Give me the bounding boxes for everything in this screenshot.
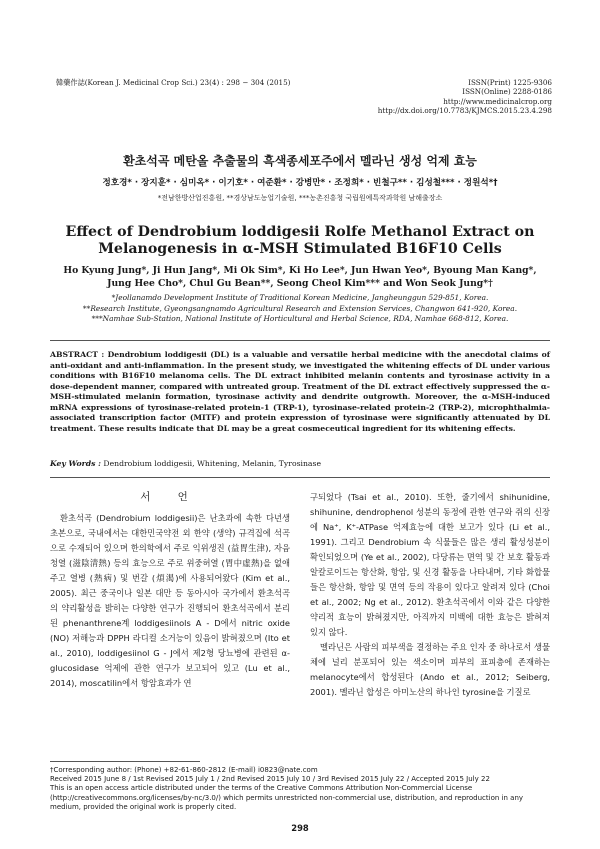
keywords-text: Dendrobium loddigesii, Whitening, Melanin, Tyrosinase (103, 459, 322, 468)
footnotes (50, 766, 550, 812)
page-number: 298 (291, 823, 309, 833)
english-authors-line2: Jung Hee Cho*, Chul Gu Bean**, Seong Cheol Kim*** and Won Seok Jung*† (107, 277, 493, 289)
abstract-bottom-rule (50, 477, 550, 478)
affiliation-3: ***Namhae Sub-Station, National Institute of Horticultural and Herbal Science, RDA, Namhae 668-812, Korea. (91, 314, 509, 323)
affiliation-1: *Jeollanamdo Development Institute of Traditional Korean Medicine, Jangheunggun 529-851, Korea. (111, 293, 489, 302)
keywords (50, 459, 550, 469)
english-authors-line1: Ho Kyung Jung*, Ji Hun Jang*, Mi Ok Sim*, Ki Ho Lee*, Jun Hwan Yeo*, Byoung Man Kang*, (63, 265, 537, 276)
footnote-rule (50, 761, 200, 762)
corresponding-author: †Corresponding author: (Phone) +82-61-860-2812 (E-mail) i0823@nate.com (50, 766, 318, 774)
received-dates: Received 2015 June 8 / 1st Revised 2015 July 1 / 2nd Revised 2015 July 10 / 3rd Revised 2015 July 22 / Accepted 2015 July 22 (50, 775, 490, 784)
korean-title: 환초석곡 메탄올 추출물의 흑색종세포주에서 멜라닌 생성 억제 효능 (123, 154, 477, 168)
abstract-top-rule (50, 340, 550, 341)
abstract-text: Dendrobium loddigesii (DL) is a valuable and versatile herbal medicine with the anecdotal claims of anti-oxidant and anti-inflammation. In the present study, we investigated the whitening effects of DL under various conditions with B16F10 melanoma cells. The DL extract inhibited melanin contents and tyrosinase activity in a dose-dependent manner, compared with untreated group. Treatment of the DL extract effectively suppressed the α-MSH-stimulated melanin formation, tyrosinase activity and dendrite outgrowth. Moreover, the α-MSH-induced mRNA expressions of tyrosinase-related protein-1 (TRP-1), tyrosinase-related protein-2 (TRP-2), microphthalmia-associated transcription factor (MITF) and protein expression of tyrosinase were significantly attenuated by DL treatment. These results indicate that DL may be a great cosmeceutical ingredient for its whitening effects. (50, 350, 551, 433)
issn-print: ISSN(Print) 1225-9306 (468, 78, 552, 87)
issn-online: ISSN(Online) 2288-0186 (462, 87, 552, 97)
journal-url[interactable]: http://www.medicinalcrop.org (443, 96, 552, 106)
body-right-column (310, 490, 550, 700)
issn-block (378, 78, 552, 116)
section-title-introduction: 서 언 (140, 491, 200, 503)
english-title-line1: Effect of Dendrobium loddigesii Rolfe Methanol Extract on (65, 224, 535, 240)
abstract (50, 350, 550, 434)
body-paragraph: 구되었다 (Tsai et al., 2010). 또한, 줄기에서 shihunidine, shihunine, dendrophenol 성분의 동정에 관한 연구와 쥐의 신장에 Na⁺, K⁺-ATPase 억제효능에 대한 보고가 있다 (Li et al., 1991). 그리고 Dendrobium 속 식물들은 많은 생리 활성성분이 확인되었으며 (Ye et al., 2002), 다당류는 면역 및 간 보호 활동과 알칼로이드는 항산화, 항암, 및 신경 활동을 나타내며, 기타 화합물들은 항산화, 항암 및 면역 등의 작용이 있다고 알려져 있다 (Choi et al., 2002; Ng et al., 2012). 환초석곡에서 이와 같은 다양한 약리적 효능이 밝혀졌지만, 아직까지 미백에 대한 효능은 밝혀져 있지 않다. (310, 492, 550, 637)
license-text: This is an open access article distributed under the terms of the Creative Commons Attribution Non-Commercial License (http://creativecommons.org/licenses/by-nc/3.0/) which permits unrestricted non-commercial use, distribution, and reproduction in any medium, provided the original work is properly cited. (50, 784, 524, 811)
journal-citation: 韓藥作誌(Korean J. Medicinal Crop Sci.) 23(4) : 298 − 304 (2015) (56, 78, 291, 87)
english-title (0, 224, 600, 258)
body-left-column (50, 490, 290, 691)
korean-affiliation: *전남한방산업진흥원, **경상남도농업기술원, ***농촌진흥청 국립원예특작과학원 남해출장소 (157, 194, 443, 202)
body-paragraph: 환초석곡 (Dendrobium loddigesii)은 난초과에 속한 다년생 초본으로, 국내에서는 대한민국약전 외 한약 (생약) 규격집에 석곡으로 수재되어 있으며 한의학에서 주로 익위생진 (益胃生津), 자음청열 (滋陰淸熱) 등의 효능으로 주로 위중허열 (胃中虛熱)을 없애주고 열병 (熱病) 및 번갈 (煩渴)에 사용되어왔다 (Kim et al., 2005). 최근 중국이나 일본 대만 등 동아시아 국가에서 환초석곡의 약리활성을 밝히는 다양한 연구가 진행되어 환초석곡에서 분리된 phenanthrene계 loddigesiinols A - D에서 nitric oxide (NO) 저해능과 DPPH 라디컬 소거능이 있음이 밝혀졌으며 (Ito et al., 2010), loddigesiinol G - J에서 제2형 당뇨병에 관련된 α-glucosidase 억제에 관한 연구가 보고되어 있고 (Lu et al., 2014), moscatilin에서 항암효과가 연 (50, 513, 290, 688)
affiliation-2: **Research Institute, Gyeongsangnamdo Agricultural Research and Extension Services, Changwon 641-920, Korea. (82, 303, 518, 313)
abstract-label: ABSTRACT : (50, 350, 105, 359)
keywords-label: Key Words : (50, 459, 101, 468)
english-affiliations (40, 293, 560, 325)
english-title-line2: Melanogenesis in α-MSH Stimulated B16F10 Cells (98, 241, 502, 257)
english-authors (40, 265, 560, 290)
korean-authors: 정호경* · 장지훈* · 심미옥* · 이기호* · 여준환* · 강병만* · 조정희* · 빈철구** · 김성철*** · 정원석*† (102, 178, 498, 188)
doi-link[interactable]: http://dx.doi.org/10.7783/KJMCS.2015.23.4.298 (377, 106, 552, 116)
body-paragraph: 멜라닌은 사람의 피부색을 결정하는 주요 인자 중 하나로서 생물체에 널리 분포되어 있는 색소이며 피부의 표피층에 존재하는 melanocyte에서 합성된다 (Ando et al., 2012; Seiberg, 2001). 멜라닌 합성은 아미노산의 하나인 tyrosine을 기질로 (310, 642, 550, 697)
